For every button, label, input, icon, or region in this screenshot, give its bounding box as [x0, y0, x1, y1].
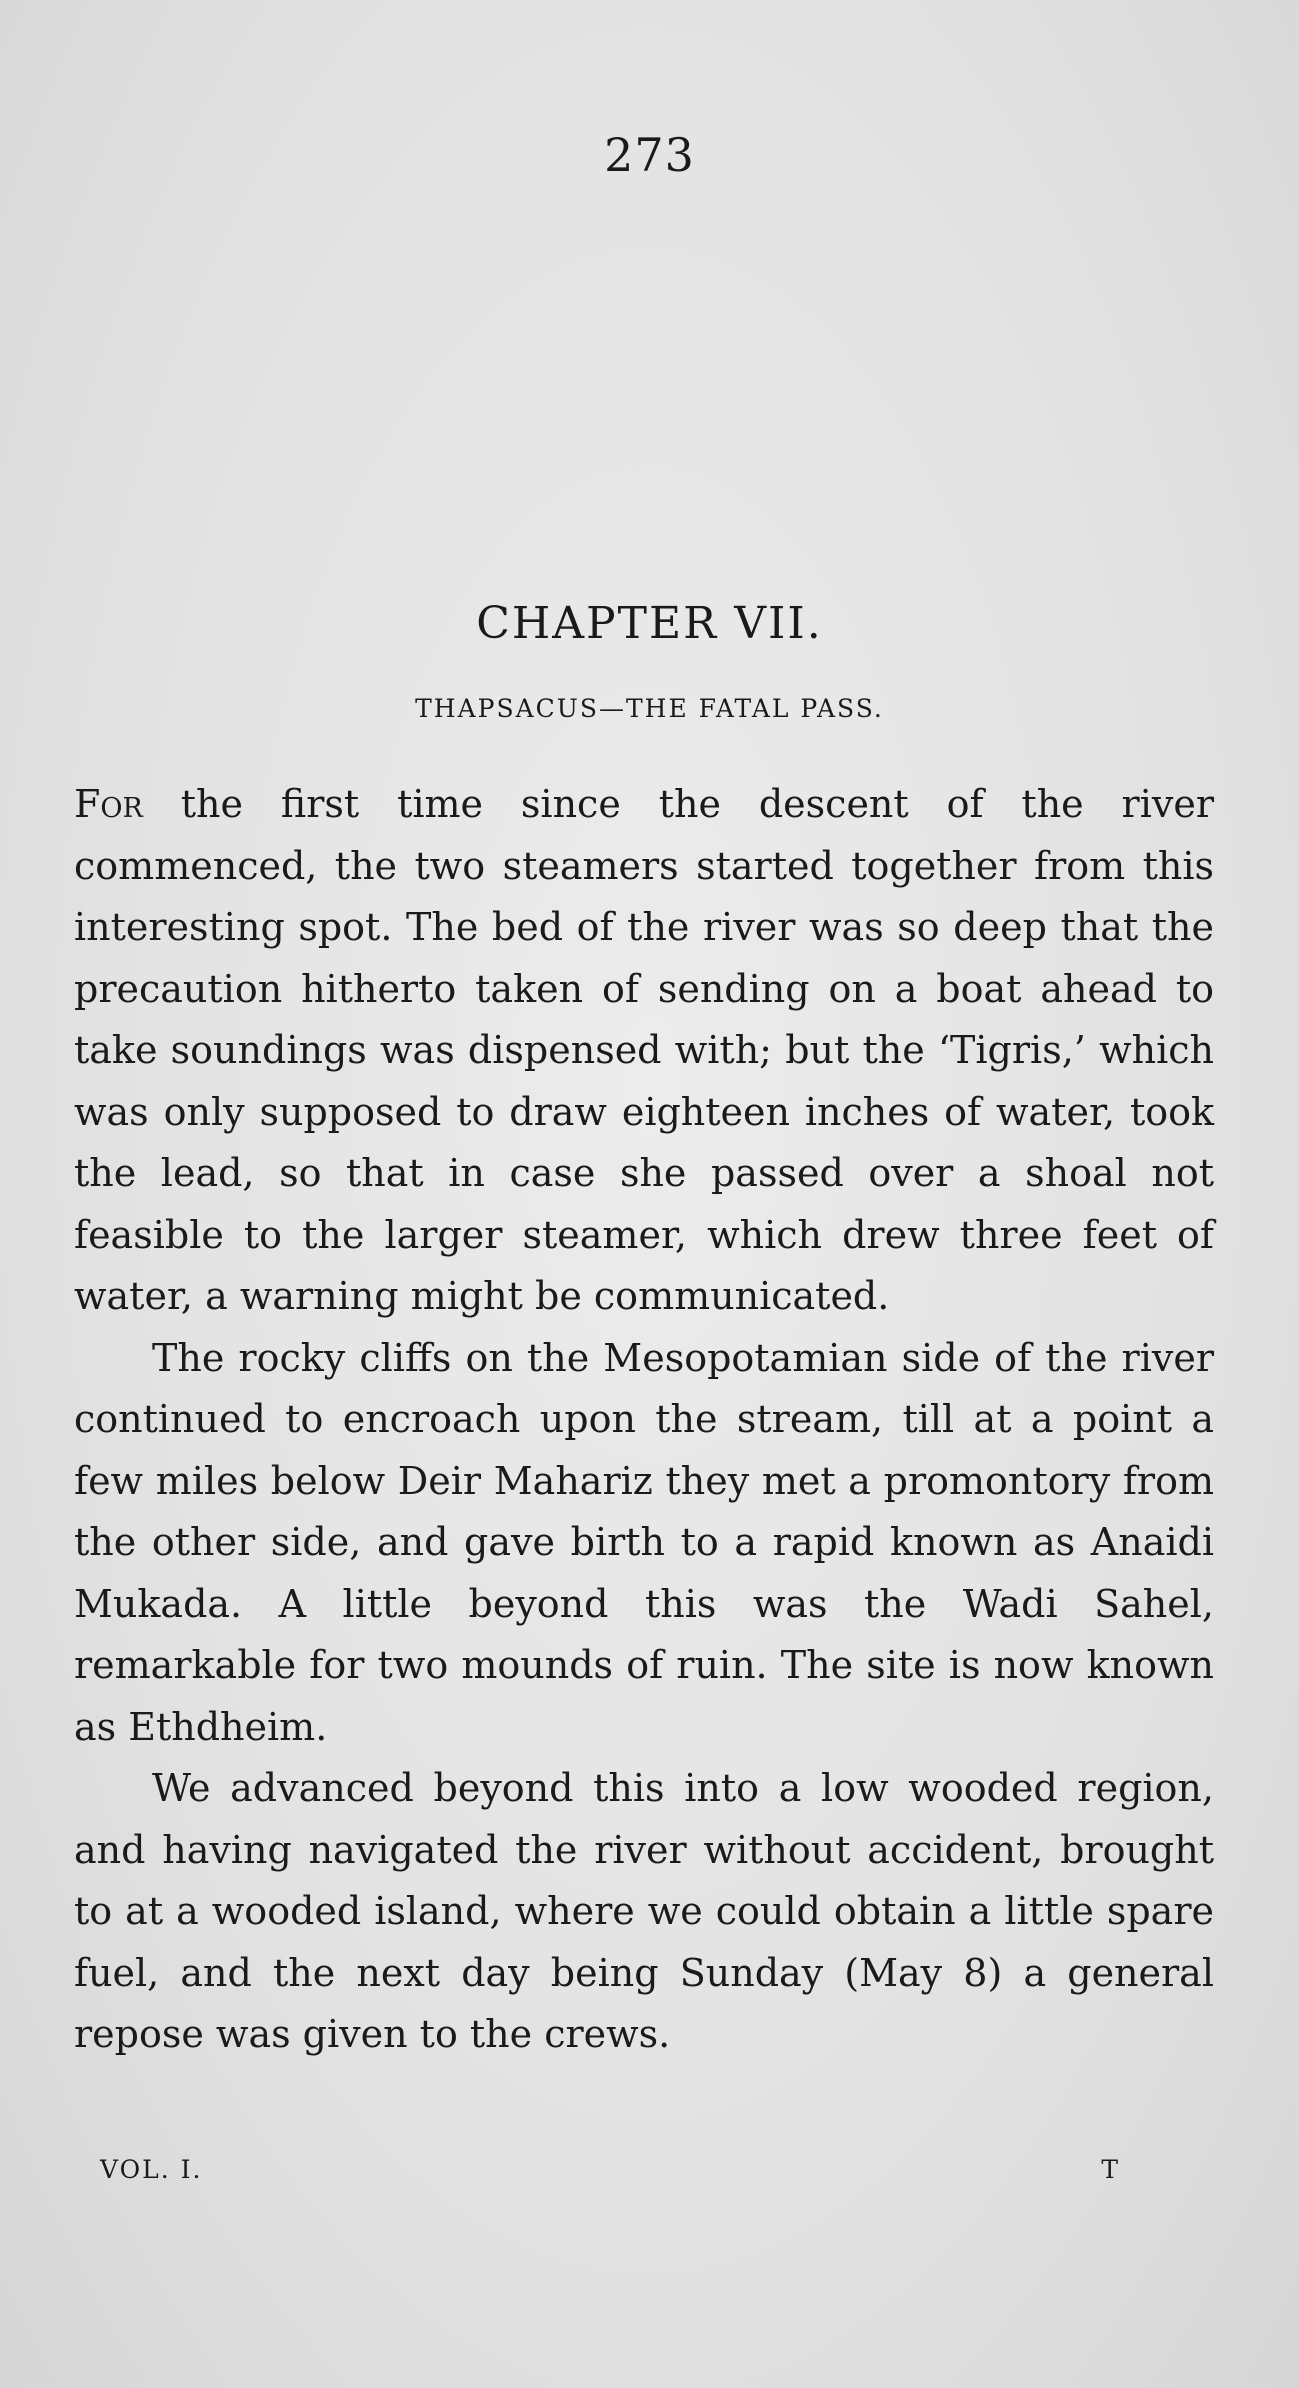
- page-number: 273: [604, 128, 695, 182]
- paragraph-text: The rocky cliffs on the Mesopotamian side of the river continued to encroach upon the stream, till at a point a few miles below Deir Mahariz they met a promontory from the other side, and gave birth to a rapid known as Anaidi Mukada. A little beyond this was the Wadi Sahel, remarkable for two mounds of ruin. The site is now known as Ethdheim.: [74, 1335, 1214, 1749]
- paragraph: [74, 1758, 1214, 2066]
- chapter-title: CHAPTER VII.: [476, 598, 823, 649]
- paragraph-text: We advanced beyond this into a low wooded region, and having navigated the river without accident, brought to at a wooded island, where we could obtain a little spare fuel, and the next day being Sunday (May 8) a general repose was given to the crews.: [74, 1766, 1214, 2056]
- body-text: [74, 774, 1214, 2066]
- signature-mark: T: [1101, 2155, 1120, 2184]
- paragraph: [74, 1328, 1214, 1759]
- chapter-subtitle: THAPSACUS—THE FATAL PASS.: [415, 694, 884, 723]
- volume-marker: VOL. I.: [100, 2155, 203, 2184]
- paragraph-text: the first time since the descent of the river commenced, the two steamers started together from this interesting spot. The bed of the river was so deep that the precaution hitherto taken of sending on a boat ahead to take soundings was dispensed with; but the ‘Tigris,’ which was only supposed to draw eighteen inches of water, took the lead, so that in case she passed over a shoal not feasible to the larger steamer, which drew three feet of water, a warning might be communicated.: [74, 782, 1214, 1318]
- paragraph-lead-word: For: [74, 782, 143, 826]
- paragraph: [74, 774, 1214, 1328]
